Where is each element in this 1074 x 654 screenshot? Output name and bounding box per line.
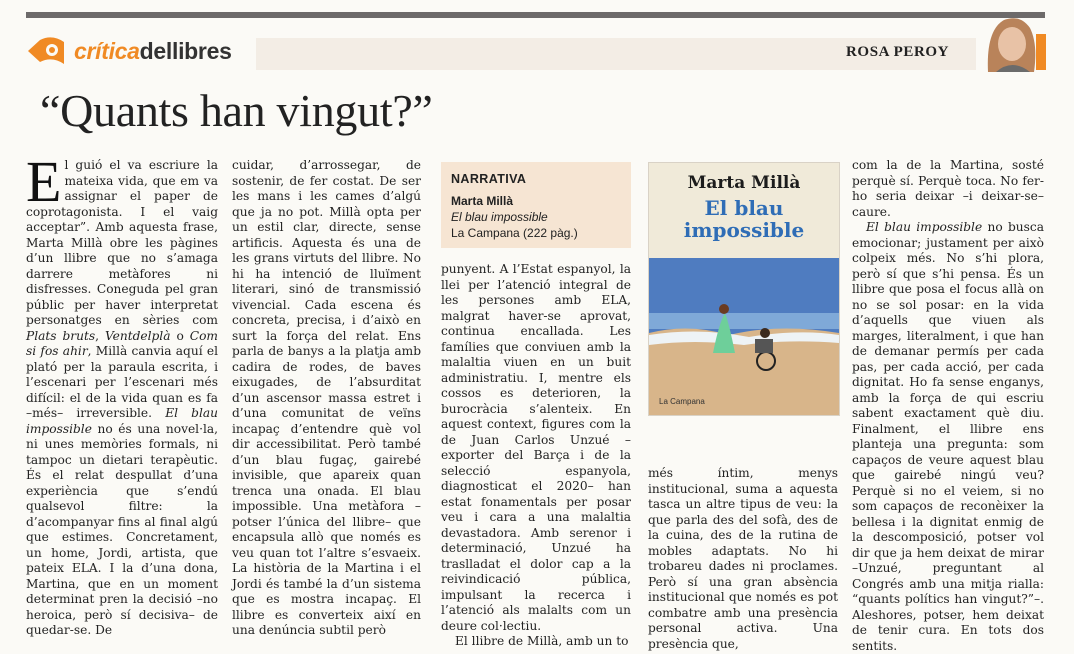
article-column-2 [232, 158, 421, 639]
text-italic: Com si fos ahir [26, 328, 218, 358]
columnist-name: ROSA PEROY [846, 44, 950, 60]
cover-title [649, 197, 839, 241]
book-author: Marta Millà [451, 194, 514, 208]
paragraph: com la de la Martina, sosté perquè sí. Perquè toca. No fer-ho seria deixar –i deixar-se– caure. [852, 158, 1044, 219]
text-italic: El blau impossible [26, 406, 218, 436]
cover-author: Marta Millà [687, 173, 801, 193]
section-brand [74, 38, 232, 65]
book-info-box [441, 162, 631, 248]
paragraph: cuidar, d’arrossegar, de sostenir, de fer costat. De ser les mans i les cames d’algú que ja no pot. Millà opta per un estil clar, directe, sense artificis. Aquesta és una de les grans virtuts del llibre. No hi ha intenció de lluïment literari, sinó de transmissió vivencial. Cada escena és concreta, precisa, i d’això en surt la força del relat. Ens parla de banys a la platja amb cadira de rodes, de baves eixugades, de l’absurditat d’un ascensor massa estret i d’una comunitat de veïns incapaç d’entendre què vol dir accessibilitat. Però també d’un blau fugaç, gairebé invisible, que apareix quan trenca una onada. El blau impossible. Una metàfora –potser l’única del llibre– que encapsula allò que només es veu quan tot l’altre s’esvaeix. La història de la Martina i el Jordi és també la d’un sistema que es mostra incapaç. El llibre es converteix així en una denúncia subtil però [232, 158, 421, 637]
text-italic: Plats bruts [26, 328, 96, 343]
section-header [26, 30, 1045, 72]
article-column-1 [26, 149, 218, 639]
article-column-5 [852, 158, 1044, 654]
author-photo [974, 10, 1049, 72]
book-publisher: La Campana (222 pàg.) [451, 226, 578, 240]
text-run: , [95, 328, 105, 343]
drop-cap: E [26, 149, 62, 214]
paragraph [441, 634, 631, 650]
cover-title-line: impossible [683, 218, 805, 242]
text-run: no és una novel·la, ni unes memòries formals, ni tampoc un dietari terapèutic. És el relat despullat d’una experiència que s’endú qualsevol filtre: la d’acompanyar fins al final algú que estimes. Concretament, un home, Jordi, artista, que pateix ELA. I la d’una dona, Martina, que en un moment determinat pren la decisió –no heroica, però sí decisiva– de quedar-se. De [26, 421, 218, 637]
cover-publisher: La Campana [659, 397, 705, 406]
text-italic: El blau impossible [866, 220, 983, 234]
headline: “Quants han vingut?” [40, 85, 433, 136]
book-title: El blau impossible [451, 210, 548, 224]
text-run: , Millà canvia aquí el plató per la paraula escrita, i l’escenari per l’escenari més difícil: el de la vida quan es fa –més– irreversible. [26, 344, 218, 420]
top-rule [26, 12, 1045, 18]
text-run: l guió el va escriure la mateixa vida, que em va assignar el paper de coprotagonista. I el vaig acceptar”. Amb aquesta frase, Marta Millà obre les pàgines d’un llibre que no s’amaga darrere metàfores ni disfresses. Coneguda pel gran públic per haver interpretat personatges en sèries com [26, 158, 218, 327]
book-cover [648, 162, 840, 416]
cover-title-line: El blau [704, 196, 784, 220]
paragraph: punyent. A l’Estat espanyol, la llei per l’atenció integral de les persones amb ELA, malgrat haver-se aprovat, continua encallada. Les famílies que conviuen amb la malaltia viuen en un buit administratiu. I, mentre els cossos es deterioren, la burocràcia s’alenteix. En aquest context, figures com la de Juan Carlos Unzué –exporter del Barça i de la selecció espanyola, diagnosticat el 2020– han estat fonamentals per posar veu i cara a una malaltia devastadora. Amb serenor i determinació, Unzué ha traslladat el dolor cap a la reivindicació pública, impulsant la recerca i l’atenció als malalts com un deure col·lectiu. [441, 262, 631, 633]
paragraph: més íntim, menys institucional, suma a aquesta tasca un altre tipus de veu: la que parla des del sofà, des de la cuina, des de la rutina de mobles adaptats. No hi trobareu dades ni proclames. Però sí una gran absència institucional que només es pot combatre amb una presència personal activa. Una presència que, [648, 466, 838, 651]
text-italic: Ventdelplà [104, 328, 171, 343]
paragraph [852, 220, 1044, 654]
brand-part2: dellibres [139, 38, 232, 64]
text-run: El llibre de Millà, amb un to [455, 634, 629, 648]
article-column-3 [441, 262, 631, 650]
text-run: o [170, 328, 190, 343]
genre-label: NARRATIVA [451, 172, 527, 186]
text-run: no busca emocionar; justament per això colpeix més. No s’hi plora, però sí que s’hi pensa. És un llibre que posa el focus allà on no se sol posar: en la vida d’aquells que viuen als marges, literalment, i que han de demanar permís per cada pas, per cada acció, per cada dignitat. Ho fa sense enganys, amb la força de qui escriu sabent exactament què diu. Finalment, el llibre ens planteja una pregunta: som capaços de veure aquest blau que gairebé ningú veu? Perquè si no el veiem, si no som capaços de reconèixer la bellesa i la dignitat enmig de la descomposició, potser vol dir que ja hem deixat de mirar –Unzué, preguntant al Congrés amb una mitja rialla: “quants polítics han vingut?”–. Aleshores, potser, hem deixat de tenir cura. En tots dos sentits. [852, 220, 1044, 653]
brand-part1: crítica [74, 38, 140, 64]
paragraph [26, 149, 218, 639]
article-column-4 [648, 466, 838, 652]
